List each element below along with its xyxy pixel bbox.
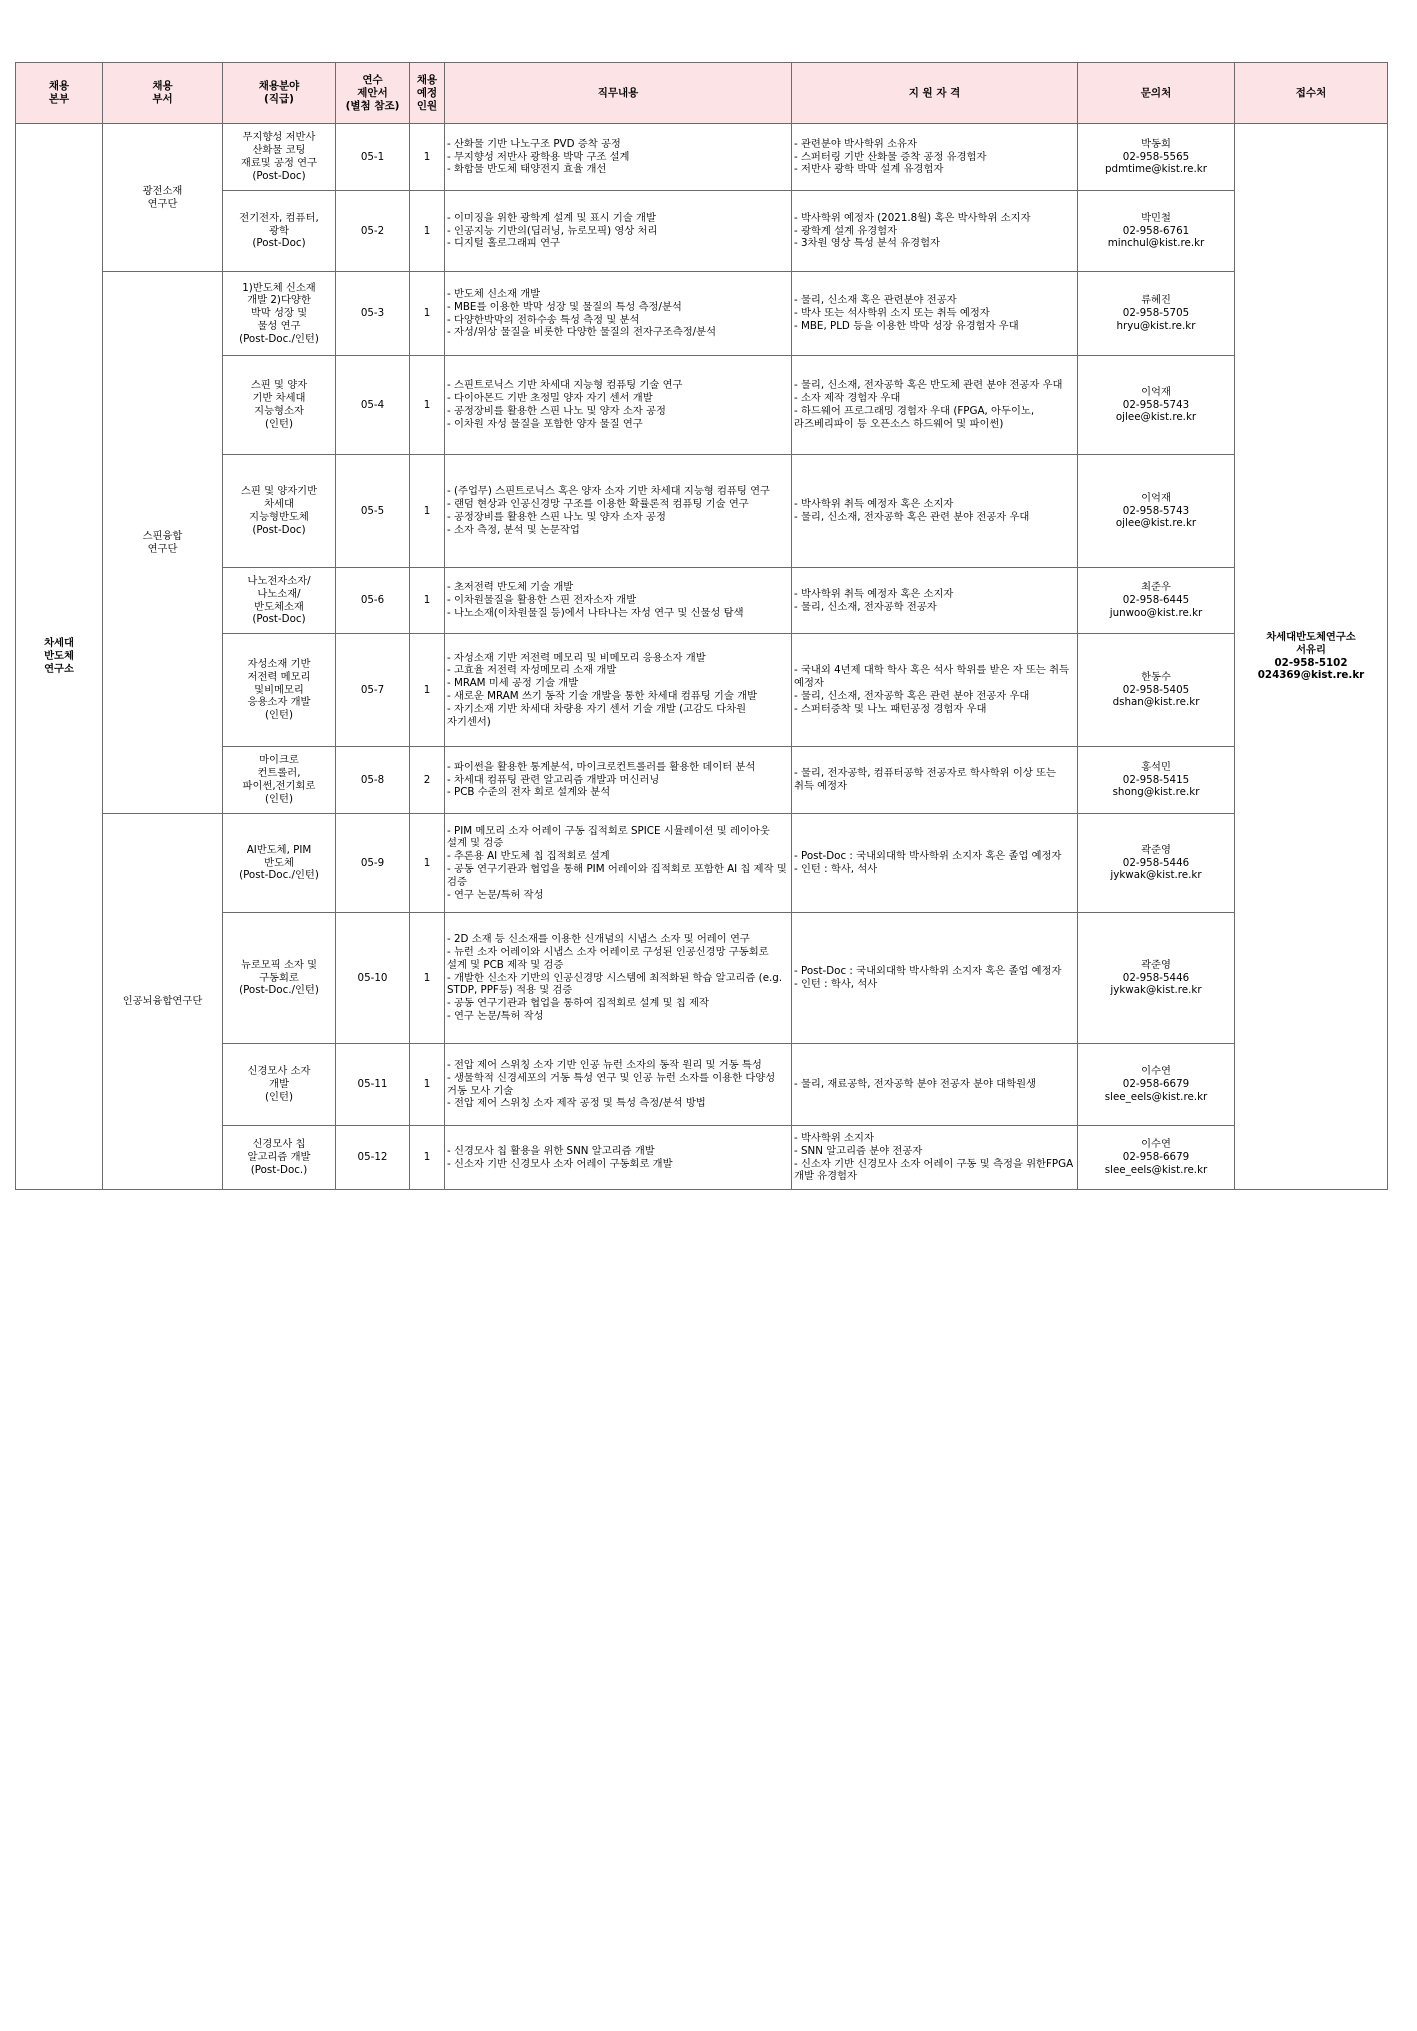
- proposal-code: 05-11: [336, 1044, 410, 1126]
- duty-item: - 화합물 반도체 태양전지 효율 개선: [447, 163, 607, 176]
- duty-item: - 반도체 신소재 개발: [447, 287, 541, 300]
- receipt-cell: 차세대반도체연구소 서유리 02-958-5102 024369@kist.re.kr: [1235, 124, 1388, 1190]
- duty-item: - 추론용 AI 반도체 칩 집적회로 설계: [447, 850, 610, 863]
- duty-item: - MRAM 미세 공정 기술 개발: [447, 677, 579, 690]
- duty-item: - 이차원물질을 활용한 스핀 전자소자 개발: [447, 594, 637, 607]
- proposal-code: 05-5: [336, 455, 410, 568]
- qual-item: - 박사학위 취득 예정자 혹은 소지자: [794, 498, 954, 511]
- quals-cell: [792, 814, 1078, 913]
- duty-item: - 공동 연구기관과 협업을 통해 PIM 어레이와 집적회로 포함한 AI 칩 제작 및 검증: [447, 863, 787, 888]
- proposal-code: 05-9: [336, 814, 410, 913]
- duty-item: - (주업무) 스핀트로닉스 혹은 양자 소자 기반 차세대 지능형 컴퓨팅 연구: [447, 485, 770, 498]
- contact-cell: 이수연 02-958-6679 slee_eels@kist.re.kr: [1078, 1044, 1235, 1126]
- duties-cell: [445, 814, 792, 913]
- duty-item: - 신경모사 칩 활용을 위한 SNN 알고리즘 개발: [447, 1144, 655, 1157]
- duty-item: - 무지향성 저반사 광학용 박막 구조 설계: [447, 150, 630, 163]
- headcount: 1: [410, 814, 445, 913]
- duty-item: - 다이아몬드 기반 초정밀 양자 자기 센서 개발: [447, 392, 653, 405]
- duty-item: - 자성소재 기반 저전력 메모리 및 비메모리 응용소자 개발: [447, 651, 706, 664]
- field-cell: 나노전자소자/ 나노소재/ 반도체소재 (Post-Doc): [223, 568, 336, 634]
- recruitment-table: [15, 62, 1388, 1190]
- qual-item: - 스퍼터증착 및 나노 패턴공정 경험자 우대: [794, 702, 987, 715]
- duty-item: - 인공지능 기반의(딥러닝, 뉴로모픽) 영상 처리: [447, 224, 658, 237]
- qual-item: - 물리, 신소재, 전자공학 혹은 관련 분야 전공자 우대: [794, 690, 1030, 702]
- duties-cell: [445, 634, 792, 747]
- contact-cell: 최준우 02-958-6445 junwoo@kist.re.kr: [1078, 568, 1235, 634]
- contact-cell: 곽준영 02-958-5446 jykwak@kist.re.kr: [1078, 913, 1235, 1044]
- duty-item: - 공정장비를 활용한 스핀 나노 및 양자 소자 공정: [447, 511, 666, 523]
- dept-cell: 스핀융합 연구단: [103, 272, 223, 814]
- contact-cell: 박민철 02-958-6761 minchul@kist.re.kr: [1078, 191, 1235, 272]
- contact-cell: 이억재 02-958-5743 ojlee@kist.re.kr: [1078, 455, 1235, 568]
- duty-item: - 나노소재(이차원물질 등)에서 나타나는 자성 연구 및 신물성 탐색: [447, 606, 744, 619]
- header-duties: 직무내용: [445, 63, 792, 124]
- contact-cell: 이수연 02-958-6679 slee_eels@kist.re.kr: [1078, 1126, 1235, 1190]
- field-cell: 무지향성 저반사 산화물 코팅 재료및 공정 연구 (Post-Doc): [223, 124, 336, 191]
- quals-cell: [792, 191, 1078, 272]
- field-cell: 스핀 및 양자 기반 차세대 지능형소자 (인턴): [223, 356, 336, 455]
- duties-cell: [445, 1126, 792, 1190]
- duty-item: - 신소자 기반 신경모사 소자 어레이 구동회로 개발: [447, 1157, 673, 1170]
- qual-item: - SNN 알고리즘 분야 전공자: [794, 1144, 923, 1157]
- field-cell: 1)반도체 신소재 개발 2)다양한 박막 성장 및 물성 연구 (Post-Doc./인턴): [223, 272, 336, 356]
- duties-cell: [445, 356, 792, 455]
- duty-item: - 이차원 자성 물질을 포함한 양자 물질 연구: [447, 417, 643, 430]
- dept-cell: 인공뇌융합연구단: [103, 814, 223, 1190]
- proposal-code: 05-6: [336, 568, 410, 634]
- duties-cell: [445, 1044, 792, 1126]
- quals-cell: [792, 634, 1078, 747]
- field-cell: 마이크로 컨트롤러, 파이썬,전기회로 (인턴): [223, 747, 336, 814]
- field-cell: 신경모사 칩 알고리즘 개발 (Post-Doc.): [223, 1126, 336, 1190]
- header-field: 채용분야 (직급): [223, 63, 336, 124]
- duty-item: - 생물학적 신경세포의 거동 특성 연구 및 인공 뉴런 소자를 이용한 다양성 거동 모사 기술: [447, 1071, 776, 1097]
- quals-cell: [792, 568, 1078, 634]
- duty-item: - 초저전력 반도체 기술 개발: [447, 581, 574, 594]
- duty-item: - PCB 수준의 전자 회로 설계와 분석: [447, 786, 611, 799]
- duties-cell: [445, 455, 792, 568]
- qual-item: - 인턴 : 학사, 석사: [794, 978, 878, 990]
- headcount: 1: [410, 1126, 445, 1190]
- header-count: 채용 예정 인원: [410, 63, 445, 124]
- contact-cell: 홍석민 02-958-5415 shong@kist.re.kr: [1078, 747, 1235, 814]
- duty-item: - 디지털 홀로그래피 연구: [447, 237, 561, 250]
- contact-cell: 박동희 02-958-5565 pdmtime@kist.re.kr: [1078, 124, 1235, 191]
- header-quals: 지 원 자 격: [792, 63, 1078, 124]
- duties-cell: [445, 124, 792, 191]
- duty-item: - 소자 측정, 분석 및 논문작업: [447, 523, 580, 536]
- duty-item: - 스핀트로닉스 기반 차세대 지능형 컴퓨팅 기술 연구: [447, 379, 683, 392]
- proposal-code: 05-10: [336, 913, 410, 1044]
- headcount: 1: [410, 191, 445, 272]
- duty-item: - 자성/위상 물질을 비롯한 다양한 물질의 전자구조측정/분석: [447, 326, 717, 339]
- duty-item: - 공동 연구기관과 협업을 통하여 집적회로 설계 및 칩 제작: [447, 997, 709, 1010]
- qual-item: - 관련분야 박사학위 소유자: [794, 137, 917, 150]
- duty-item: - PIM 메모리 소자 어레이 구동 집적회로 SPICE 시뮬레이션 및 레이아웃 설계 및 검증: [447, 824, 770, 850]
- proposal-code: 05-3: [336, 272, 410, 356]
- qual-item: - 스퍼터링 기반 산화물 증착 공정 유경험자: [794, 150, 987, 163]
- duty-item: - 랜덤 현상과 인공신경망 구조를 이용한 확률론적 컴퓨팅 기술 연구: [447, 498, 749, 511]
- headcount: 1: [410, 356, 445, 455]
- header-hq: 채용 본부: [16, 63, 103, 124]
- qual-item: - 3차원 영상 특성 분석 유경험자: [794, 237, 940, 250]
- duty-item: - 공정장비를 활용한 스핀 나노 및 양자 소자 공정: [447, 405, 666, 417]
- qual-item: - 박사 또는 석사학위 소지 또는 취득 예정자: [794, 307, 990, 320]
- duty-item: - 전압 제어 스위칭 소자 기반 인공 뉴런 소자의 동작 원리 및 거동 특성: [447, 1058, 762, 1071]
- duty-item: - 파이썬을 활용한 통계분석, 마이크로컨트롤러를 활용한 데이터 분석: [447, 760, 756, 773]
- table-row: [16, 272, 1388, 356]
- qual-item: - 박사학위 취득 예정자 혹은 소지자: [794, 587, 954, 600]
- qual-item: - 박사학위 소지자: [794, 1131, 874, 1144]
- headcount: 1: [410, 634, 445, 747]
- header-proposal: 연수 제안서 (별첨 참조): [336, 63, 410, 124]
- contact-cell: 이억재 02-958-5743 ojlee@kist.re.kr: [1078, 356, 1235, 455]
- duty-item: - 고효율 저전력 자성메모리 소재 개발: [447, 664, 617, 677]
- quals-cell: [792, 455, 1078, 568]
- duty-item: - 연구 논문/특허 작성: [447, 1009, 544, 1022]
- qual-item: - 국내외 4년제 대학 학사 혹은 석사 학위를 받은 자 또는 취득 예정자: [794, 664, 1070, 690]
- duty-item: - 연구 논문/특허 작성: [447, 888, 544, 901]
- qual-item: - 물리, 전자공학, 컴퓨터공학 전공자로 학사학위 이상 또는 취득 예정자: [794, 767, 1056, 792]
- duty-item: - 2D 소재 등 신소재를 이용한 신개념의 시냅스 소자 및 어레이 연구: [447, 933, 750, 946]
- qual-item: - 소자 제작 경험자 우대: [794, 392, 901, 405]
- qual-item: - 물리, 신소재, 전자공학 혹은 반도체 관련 분야 전공자 우대: [794, 379, 1063, 392]
- proposal-code: 05-12: [336, 1126, 410, 1190]
- duties-cell: [445, 191, 792, 272]
- duties-cell: [445, 747, 792, 814]
- contact-cell: 한동수 02-958-5405 dshan@kist.re.kr: [1078, 634, 1235, 747]
- header-dept: 채용 부서: [103, 63, 223, 124]
- qual-item: - Post-Doc : 국내외대학 박사학위 소지자 혹은 졸업 예정자: [794, 850, 1062, 863]
- field-cell: AI반도체, PIM 반도체 (Post-Doc./인턴): [223, 814, 336, 913]
- qual-item: - 저반사 광학 박막 설계 유경험자: [794, 163, 944, 176]
- quals-cell: [792, 913, 1078, 1044]
- table-row: [16, 814, 1388, 913]
- headcount: 1: [410, 272, 445, 356]
- qual-item: - 광학계 설계 유경험자: [794, 224, 898, 237]
- headcount: 1: [410, 568, 445, 634]
- quals-cell: [792, 1044, 1078, 1126]
- qual-item: - Post-Doc : 국내외대학 박사학위 소지자 혹은 졸업 예정자: [794, 965, 1062, 978]
- header-receipt: 접수처: [1235, 63, 1388, 124]
- qual-item: - 신소자 기반 신경모사 소자 어레이 구동 및 측정을 위한FPGA 개발 유경험자: [794, 1157, 1074, 1183]
- hq-cell: 차세대 반도체 연구소: [16, 124, 103, 1190]
- quals-cell: [792, 272, 1078, 356]
- proposal-code: 05-2: [336, 191, 410, 272]
- proposal-code: 05-7: [336, 634, 410, 747]
- duties-cell: [445, 913, 792, 1044]
- header-row: [16, 63, 1388, 124]
- qual-item: - 물리, 신소재, 전자공학 전공자: [794, 600, 937, 613]
- qual-item: - 물리, 재료공학, 전자공학 분야 전공자 분야 대학원생: [794, 1078, 1037, 1091]
- field-cell: 신경모사 소자 개발 (인턴): [223, 1044, 336, 1126]
- field-cell: 자성소재 기반 저전력 메모리 및비메모리 응용소자 개발 (인턴): [223, 634, 336, 747]
- quals-cell: [792, 356, 1078, 455]
- field-cell: 스핀 및 양자기반 차세대 지능형반도체 (Post-Doc): [223, 455, 336, 568]
- qual-item: - MBE, PLD 등을 이용한 박막 성장 유경험자 우대: [794, 319, 1019, 332]
- duty-item: - 전압 제어 스위칭 소자 제작 공정 및 특성 측정/분석 방법: [447, 1097, 706, 1110]
- duty-item: - 차세대 컴퓨팅 관련 알고리즘 개발과 머신러닝: [447, 773, 660, 786]
- duty-item: - 다양한박막의 전하수송 특성 측정 및 분석: [447, 313, 640, 326]
- duties-cell: [445, 568, 792, 634]
- headcount: 2: [410, 747, 445, 814]
- quals-cell: [792, 1126, 1078, 1190]
- duty-item: - 새로운 MRAM 쓰기 동작 기술 개발을 통한 차세대 컴퓨팅 기술 개발: [447, 690, 757, 702]
- headcount: 1: [410, 1044, 445, 1126]
- headcount: 1: [410, 913, 445, 1044]
- qual-item: - 박사학위 예정자 (2021.8월) 혹은 박사학위 소지자: [794, 211, 1031, 224]
- proposal-code: 05-8: [336, 747, 410, 814]
- duty-item: - 이미징을 위한 광학계 설계 및 표시 기술 개발: [447, 211, 656, 224]
- duties-cell: [445, 272, 792, 356]
- duty-item: - MBE를 이용한 박막 성장 및 물질의 특성 측정/분석: [447, 300, 682, 313]
- contact-cell: 곽준영 02-958-5446 jykwak@kist.re.kr: [1078, 814, 1235, 913]
- header-contact: 문의처: [1078, 63, 1235, 124]
- contact-cell: 류혜진 02-958-5705 hryu@kist.re.kr: [1078, 272, 1235, 356]
- duty-item: - 개발한 신소자 기반의 인공신경망 시스템에 최적화된 학습 알고리즘 (e.g. STDP, PPF등) 적용 및 검증: [447, 971, 783, 997]
- qual-item: - 인턴 : 학사, 석사: [794, 863, 878, 875]
- field-cell: 뉴로모픽 소자 및 구동회로 (Post-Doc./인턴): [223, 913, 336, 1044]
- headcount: 1: [410, 455, 445, 568]
- proposal-code: 05-4: [336, 356, 410, 455]
- table-row: [16, 124, 1388, 191]
- qual-item: - 물리, 신소재, 전자공학 혹은 관련 분야 전공자 우대: [794, 511, 1030, 523]
- dept-cell: 광전소재 연구단: [103, 124, 223, 272]
- headcount: 1: [410, 124, 445, 191]
- qual-item: - 하드웨어 프로그래밍 경험자 우대 (FPGA, 아두이노, 라즈베리파이 등 오픈소스 하드웨어 및 파이썬): [794, 405, 1035, 430]
- quals-cell: [792, 747, 1078, 814]
- duty-item: - 자기소재 기반 차세대 차량용 자기 센서 기술 개발 (고감도 다차원 자기센서): [447, 702, 747, 728]
- proposal-code: 05-1: [336, 124, 410, 191]
- field-cell: 전기전자, 컴퓨터, 광학 (Post-Doc): [223, 191, 336, 272]
- qual-item: - 물리, 신소재 혹은 관련분야 전공자: [794, 294, 957, 307]
- quals-cell: [792, 124, 1078, 191]
- duty-item: - 뉴런 소자 어레이와 시냅스 소자 어레이로 구성된 인공신경망 구동회로 설계 및 PCB 제작 및 검증: [447, 946, 769, 971]
- duty-item: - 산화물 기반 나노구조 PVD 증착 공정: [447, 137, 621, 150]
